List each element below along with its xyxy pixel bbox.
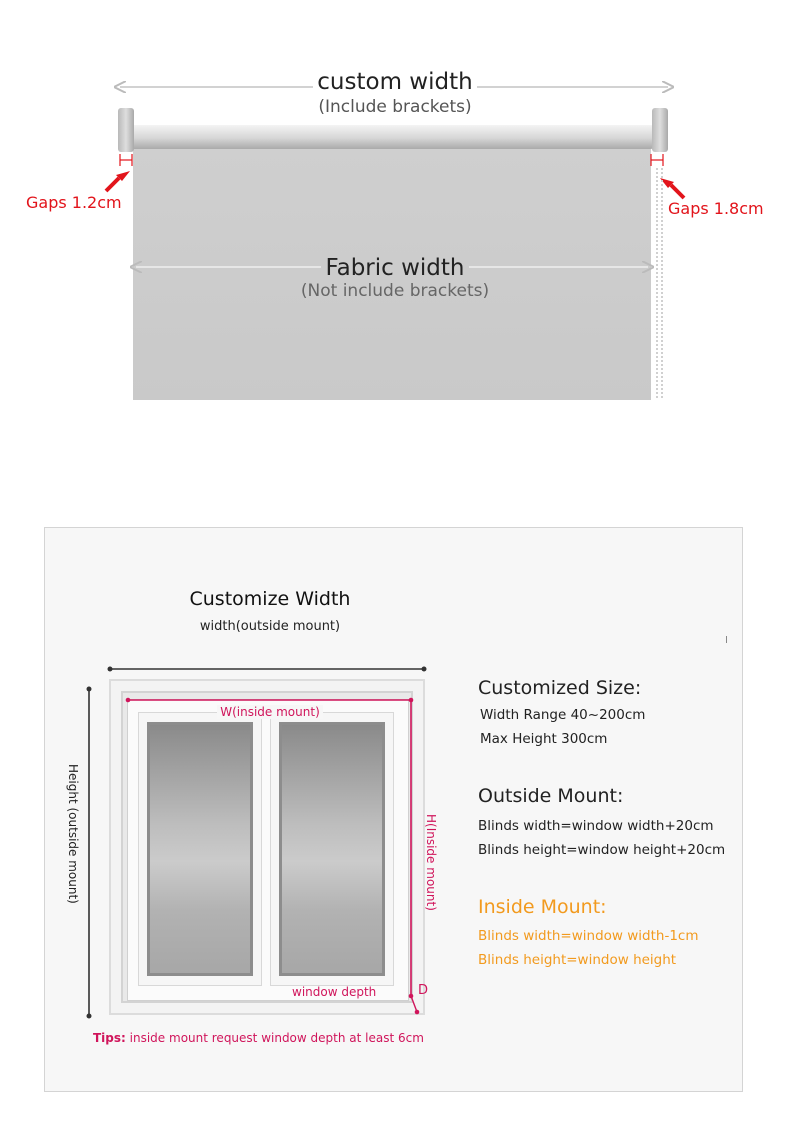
inside-width-label: W(inside mount) [150,705,390,719]
inside-height-formula: Blinds height=window height [478,952,677,968]
window-depth-label: window depth [292,985,377,999]
outside-width-formula: Blinds width=window width+20cm [478,818,714,834]
customize-width-subtitle: width(outside mount) [199,619,341,634]
custom-width-label: custom width [0,68,790,96]
gap-left-label: Gaps 1.2cm [26,193,122,212]
outside-mount-heading: Outside Mount: [478,785,624,807]
depth-marker: D [418,983,429,998]
inside-mount-heading: Inside Mount: [478,896,607,918]
custom-width-note: (Include brackets) [318,97,472,117]
customized-size-heading: Customized Size: [478,677,642,699]
max-height-text: Max Height 300cm [480,731,608,747]
tips-note: Tips: inside mount request window depth at least 6cm [93,1031,424,1045]
fabric-width-label: Fabric width [0,254,790,282]
outside-height-formula: Blinds height=window height+20cm [478,842,726,858]
width-range-text: Width Range 40~200cm [480,707,646,723]
depth-arrow [411,996,417,1012]
gap-right-label: Gaps 1.8cm [668,199,764,218]
fabric-width-note: (Not include brackets) [300,281,490,301]
inside-width-formula: Blinds width=window width-1cm [478,928,699,944]
customize-width-title: Customize Width [189,588,351,610]
